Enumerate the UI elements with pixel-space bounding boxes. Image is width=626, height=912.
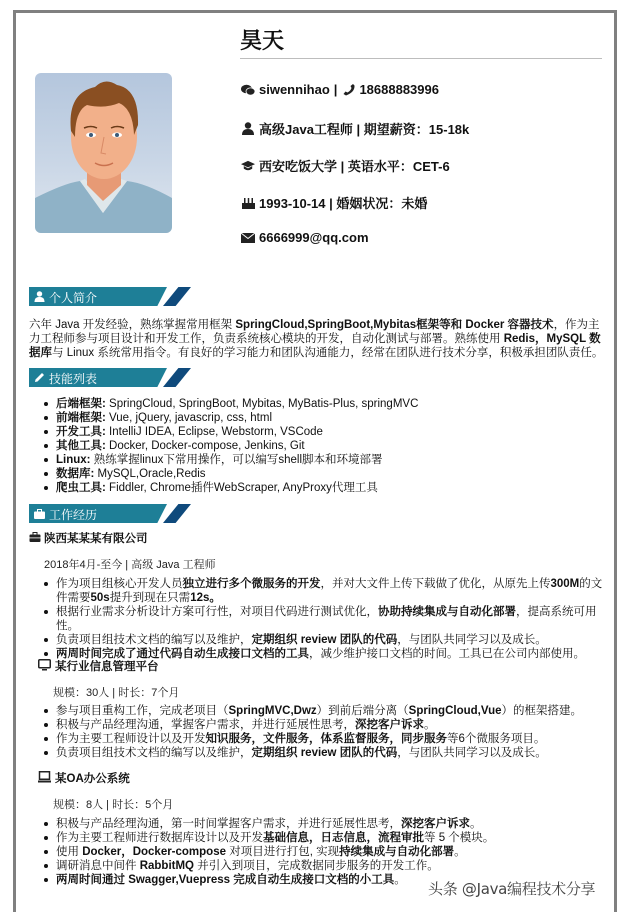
list-item: 负责项目组技术文档的编写以及维护，定期组织 review 团队的代码，与团队共同学习以及成长。 [42, 746, 607, 760]
education-and-english: 西安吃饭大学 | 英语水平：CET-6 [259, 159, 450, 174]
contact-line: siwennihao | 18688883996 [241, 82, 439, 97]
list-item: 积极与产品经理沟通，掌握客户需求，并进行延展性思考，深挖客户诉求。 [42, 718, 607, 732]
phone-icon [341, 83, 355, 97]
position-and-salary: 高级Java工程师 | 期望薪资：15-18k [259, 122, 470, 137]
pencil-icon [34, 372, 45, 386]
section-header-profile: 个人简介 [29, 287, 191, 306]
project-title: 某行业信息管理平台 [38, 658, 159, 674]
list-item: 使用 Docker，Docker-compose 对项目进行打包, 实现持续集成与自动化部署。 [42, 845, 607, 859]
birth-line [241, 193, 427, 212]
avatar-photo [35, 73, 172, 233]
company-name: 陕西某某某有限公司 [29, 530, 148, 546]
list-item: 作为项目组核心开发人员独立进行多个微服务的开发，并对大文件上传下载做了优化，从原先上传300M的文件需要50s提升到现在只需12s。 [42, 577, 607, 605]
project-meta: 规模：30人 | 时长：7个月 [53, 687, 180, 699]
project-duties-list [42, 817, 607, 887]
list-item: 两周时间完成了通过代码自动生成接口文档的工具，减少维护接口文档的时间。工具已在公司内部使用。 [42, 647, 607, 661]
skill-item: 后端框架: SpringCloud, SpringBoot, Mybitas, MyBatis-Plus, springMVC [42, 397, 582, 411]
graduation-cap-icon [241, 159, 255, 173]
name-divider [240, 58, 602, 59]
skill-item: 其他工具: Docker, Docker-compose, Jenkins, Git [42, 439, 582, 453]
email-line [241, 230, 369, 245]
skill-item: 爬虫工具: Fiddler, Chrome插件WebScraper, AnyProxy代理工具 [42, 481, 582, 495]
job-period: 2018年4月-至今 | 高级 Java 工程师 [44, 559, 216, 571]
watermark: 头条 @Java编程技术分享 [428, 880, 596, 898]
profile-summary: 六年 Java 开发经验，熟练掌握常用框架 SpringCloud,SpringBoot,Mybitas框架等和 Docker 容器技术，作为主力工程师参与项目设计和开发工作，负责系统核心模块的开发，自动化测试与部署。熟练使用 Redis，MySQL 数据库与 Linux 系统常用指令。有良好的学习能力和团队沟通能力，经常在团队进行技术分享，积极承担团队责任。 [29, 319, 604, 359]
section-header-skills: 技能列表 [29, 368, 191, 387]
list-item: 参与项目重构工作，完成老项目（SpringMVC,Dwz）到前后端分离（SpringCloud,Vue）的框架搭建。 [42, 704, 607, 718]
candidate-name: 昊天 [240, 29, 285, 54]
phone-number: 18688883996 [359, 82, 439, 97]
list-item: 调研消息中间件 RabbitMQ 并引入到项目，完成数据同步服务的开发工作。 [42, 859, 607, 873]
list-item: 负责项目组技术文档的编写以及维护，定期组织 review 团队的代码，与团队共同学习以及成长。 [42, 633, 607, 647]
project-duties-list [42, 704, 607, 760]
section-header-experience: 工作经历 [29, 504, 191, 523]
list-item: 两周时间通过 Swagger,Vuepress 完成自动生成接口文档的小工具。 [42, 873, 607, 887]
skills-list [42, 397, 582, 495]
position-line [241, 119, 469, 138]
laptop-icon [38, 771, 51, 786]
job-duties-list [42, 577, 607, 661]
project-title: 某OA办公系统 [38, 770, 130, 786]
avatar-illustration [35, 73, 172, 233]
birthday-cake-icon [241, 196, 255, 210]
skill-item: Linux: 熟练掌握linux下常用操作，可以编写shell脚本和环境部署 [42, 453, 582, 467]
briefcase-icon [34, 508, 45, 522]
wechat-icon [241, 83, 255, 97]
list-item: 积极与产品经理沟通，第一时间掌握客户需求，并进行延展性思考，深挖客户诉求。 [42, 817, 607, 831]
briefcase-icon [29, 532, 41, 545]
education-line [241, 156, 450, 175]
birth-and-marital: 1993-10-14 | 婚姻状况：未婚 [259, 196, 428, 211]
list-item: 作为主要工程师设计以及开发知识服务，文件服务，体系监督服务，同步服务等6个微服务项目。 [42, 732, 607, 746]
project-meta: 规模：8人 | 时长：5个月 [53, 799, 174, 811]
desktop-icon [38, 659, 51, 674]
envelope-icon [241, 231, 255, 245]
user-icon [241, 122, 255, 136]
list-item: 根据行业需求分析设计方案可行性，对项目代码进行测试优化，协助持续集成与自动化部署，提高系统可用性。 [42, 605, 607, 633]
skill-item: 前端框架: Vue, jQuery, javascrip, css, html [42, 411, 582, 425]
skill-item: 数据库: MySQL,Oracle,Redis [42, 467, 582, 481]
skill-item: 开发工具: IntelliJ IDEA, Eclipse, Webstorm, VSCode [42, 425, 582, 439]
email-address: 6666999@qq.com [259, 230, 369, 245]
user-icon [34, 291, 45, 305]
list-item: 作为主要工程师进行数据库设计以及开发基础信息，日志信息，流程审批等 5 个模块。 [42, 831, 607, 845]
wechat-id: siwennihao [259, 82, 330, 97]
